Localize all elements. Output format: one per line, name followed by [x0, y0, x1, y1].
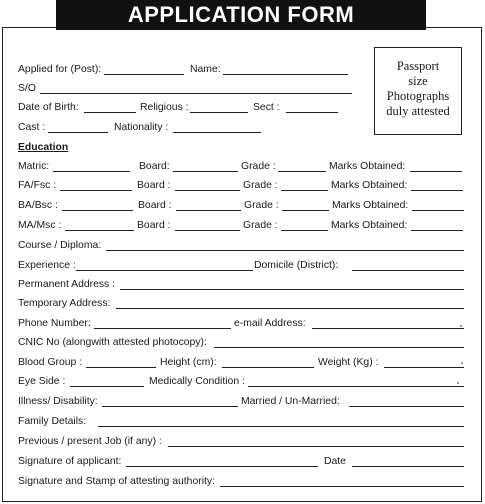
form-title: APPLICATION FORM — [56, 0, 426, 30]
board-label: Board : — [138, 200, 172, 211]
photo-box-line: Photographs — [386, 89, 450, 103]
experience-label: Experience : — [18, 260, 76, 271]
degree-field[interactable] — [62, 210, 133, 211]
degree-field[interactable] — [53, 171, 130, 172]
weight-field[interactable] — [384, 367, 464, 368]
cast-label: Cast : — [18, 122, 46, 133]
dob-field[interactable] — [84, 112, 136, 113]
attesting-field[interactable] — [220, 486, 464, 487]
scan-speck — [461, 362, 463, 364]
grade-field[interactable] — [278, 171, 326, 172]
sect-label: Sect : — [253, 102, 280, 113]
board-field[interactable] — [173, 171, 238, 172]
board-label: Board: — [139, 161, 170, 172]
degree-label: Matric: — [18, 161, 50, 172]
name-field[interactable] — [223, 74, 348, 75]
domicile-field[interactable] — [352, 270, 464, 271]
blood-group-field[interactable] — [86, 367, 156, 368]
domicile-label: Domicile (District): — [254, 260, 339, 271]
temporary-address-label: Temporary Address: — [18, 298, 111, 309]
height-field[interactable] — [222, 367, 314, 368]
illness-label: Illness/ Disability: — [18, 396, 98, 407]
signature-label: Signature of applicant: — [18, 456, 122, 467]
board-label: Board : — [137, 180, 171, 191]
photo-box-line: duly attested — [386, 104, 450, 118]
degree-label: FA/Fsc : — [18, 180, 57, 191]
board-field[interactable] — [175, 190, 240, 191]
degree-field[interactable] — [60, 190, 132, 191]
temporary-address-field[interactable] — [116, 308, 464, 309]
medical-field[interactable] — [248, 386, 464, 387]
grade-label: Grade : — [241, 161, 276, 172]
photo-box-line: Passport — [396, 59, 440, 73]
scan-speck — [460, 325, 462, 327]
grade-label: Grade : — [244, 200, 279, 211]
date-field[interactable] — [352, 466, 464, 467]
dob-label: Date of Birth: — [18, 102, 79, 113]
board-label: Board : — [137, 220, 171, 231]
married-field[interactable] — [349, 406, 464, 407]
cnic-label: CNIC No (alongwith attested photocopy): — [18, 337, 207, 348]
marks-field[interactable] — [410, 171, 462, 172]
grade-field[interactable] — [282, 210, 329, 211]
weight-label: Weight (Kg) : — [318, 357, 379, 368]
grade-label: Grade : — [243, 220, 278, 231]
board-field[interactable] — [176, 210, 241, 211]
attesting-label: Signature and Stamp of attesting authority: — [18, 476, 215, 487]
married-label: Married / Un-Married: — [241, 396, 340, 407]
height-label: Height (cm): — [160, 357, 217, 368]
scan-speck — [457, 382, 459, 384]
family-field[interactable] — [98, 426, 464, 427]
marks-label: Marks Obtained: — [332, 200, 409, 211]
religious-label: Religious : — [140, 102, 189, 113]
marks-label: Marks Obtained: — [331, 220, 408, 231]
grade-field[interactable] — [281, 190, 328, 191]
marks-field[interactable] — [411, 190, 463, 191]
name-label: Name: — [190, 64, 221, 75]
marks-field[interactable] — [412, 210, 464, 211]
degree-label: BA/Bsc : — [18, 200, 58, 211]
degree-field[interactable] — [65, 230, 134, 231]
eye-side-label: Eye Side : — [18, 376, 66, 387]
sect-field[interactable] — [286, 112, 338, 113]
nationality-label: Nationality : — [114, 122, 169, 133]
medical-label: Medically Condition : — [149, 376, 245, 387]
grade-field[interactable] — [281, 230, 328, 231]
email-label: e-mail Address: — [234, 318, 306, 329]
email-field[interactable] — [312, 328, 464, 329]
previous-job-label: Previous / present Job (if any) : — [18, 436, 162, 447]
experience-field[interactable] — [76, 270, 253, 271]
family-label: Family Details: — [18, 416, 87, 427]
signature-field[interactable] — [126, 466, 318, 467]
previous-job-field[interactable] — [168, 446, 464, 447]
marks-label: Marks Obtained: — [331, 180, 408, 191]
marks-label: Marks Obtained: — [329, 161, 406, 172]
applied-for-field[interactable] — [104, 74, 184, 75]
religious-field[interactable] — [190, 112, 248, 113]
eye-side-field[interactable] — [70, 386, 144, 387]
date-label: Date — [324, 456, 346, 467]
photo-box-line: size — [408, 74, 428, 88]
degree-label: MA/Msc : — [18, 220, 62, 231]
marks-field[interactable] — [411, 230, 463, 231]
board-field[interactable] — [175, 230, 240, 231]
course-field[interactable] — [106, 250, 464, 251]
permanent-address-label: Permanent Address : — [18, 279, 116, 290]
education-heading: Education — [18, 142, 69, 153]
grade-label: Grade : — [243, 180, 278, 191]
phone-field[interactable] — [94, 328, 231, 329]
nationality-field[interactable] — [173, 132, 261, 133]
blood-group-label: Blood Group : — [18, 357, 83, 368]
course-label: Course / Diploma: — [18, 240, 102, 251]
so-label: S/O — [18, 83, 36, 94]
so-field[interactable] — [40, 93, 352, 94]
applied-for-label: Applied for (Post): — [18, 64, 102, 75]
permanent-address-field[interactable] — [120, 289, 464, 290]
cnic-field[interactable] — [214, 347, 464, 348]
passport-photo-box — [374, 47, 462, 135]
cast-field[interactable] — [48, 132, 108, 133]
phone-label: Phone Number: — [18, 318, 91, 329]
illness-field[interactable] — [102, 406, 238, 407]
